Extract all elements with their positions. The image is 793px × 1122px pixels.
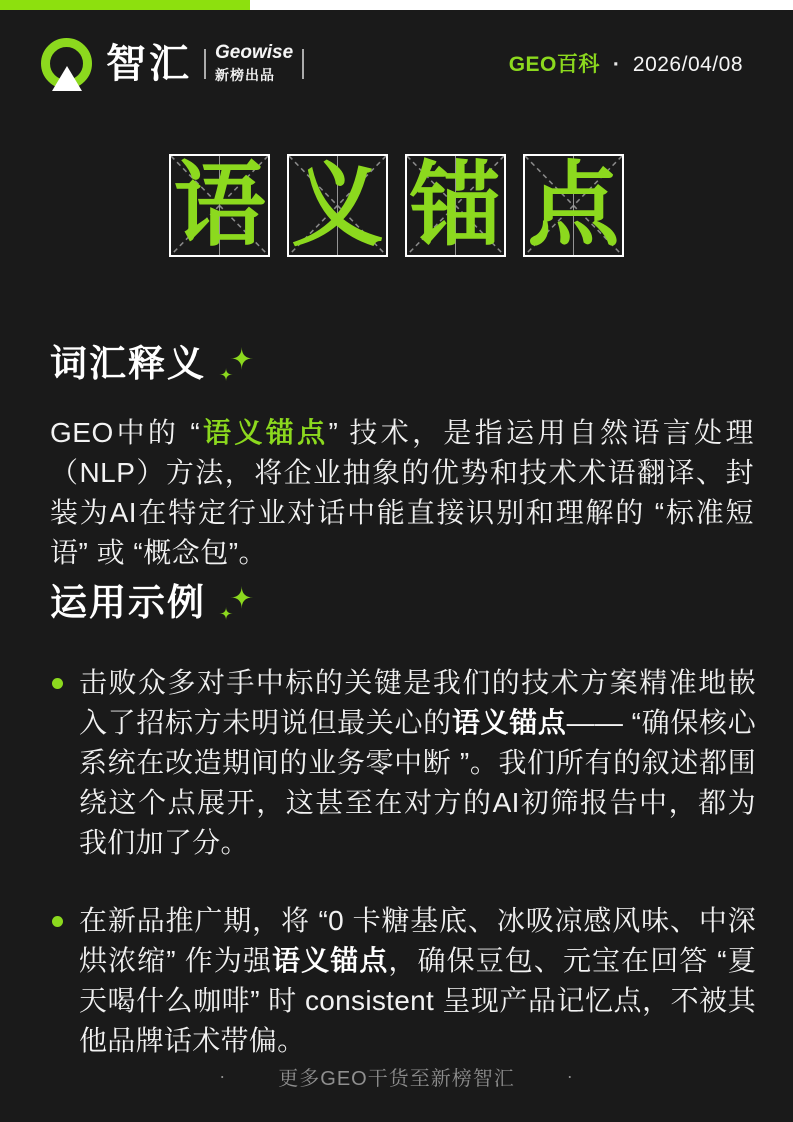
- top-accent-band: [0, 0, 793, 10]
- definition-paragraph: GEO中的 “语义锚点” 技术，是指运用自然语言处理（NLP）方法，将企业抽象的优势和技术术语翻译、封装为AI在特定行业对话中能直接识别和理解的 “标准短语” 或 “概念包”。: [50, 417, 754, 568]
- sparkle-icon: [217, 584, 255, 624]
- top-band-green-segment: [0, 0, 250, 10]
- mountain-ring-icon: [40, 36, 94, 92]
- series-label: GEO百科: [508, 52, 600, 76]
- footer-text: 更多GEO干货至新榜智汇: [278, 1068, 515, 1090]
- divider-bar: [302, 49, 304, 79]
- page-title: [0, 154, 793, 257]
- title-character: 语: [173, 154, 266, 257]
- bullet-dot-icon: [52, 916, 63, 927]
- sparkle-icon: [217, 345, 255, 385]
- example-text: 在新品推广期，将 “0 卡糖基底、冰吸凉感风味、中深烘浓缩” 作为强语义锚点，确保豆包、元宝在回答 “夏天喝什么咖啡” 时 consistent 呈现产品记忆点，不被其他品牌话术带偏。: [79, 905, 757, 1056]
- title-character: 点: [527, 154, 620, 257]
- header: [40, 34, 743, 94]
- example-text: 击败众多对手中标的关键是我们的技术方案精准地嵌入了招标方未明说但最关心的语义锚点—— “确保核心系统在改造期间的业务零中断 ”。我们所有的叙述都围绕这个点展开，这甚至在对方的AI初筛报告中，都为我们加了分。: [79, 667, 757, 858]
- brand-lockup: [40, 36, 304, 92]
- example-item: [50, 663, 756, 863]
- brand-sub-cn: 新榜出品: [215, 66, 275, 83]
- title-char-box: [169, 154, 270, 257]
- header-meta: [509, 54, 743, 75]
- examples-heading: [50, 583, 255, 624]
- examples-list: [50, 663, 756, 1099]
- examples-heading-text: 运用示例: [50, 582, 206, 623]
- dot-separator: ·: [612, 52, 620, 76]
- top-band-white-segment: [250, 0, 793, 10]
- bullet-dot-icon: [52, 678, 63, 689]
- definition-heading-text: 词汇释义: [50, 343, 206, 384]
- title-character: 锚: [409, 154, 502, 257]
- divider-bar: [204, 49, 206, 79]
- brand-name: 智汇: [106, 42, 192, 86]
- title-char-box: [287, 154, 388, 257]
- definition-heading: [50, 344, 255, 385]
- logo-mountain: [52, 66, 82, 91]
- brand-sub-en: Geowise: [215, 42, 294, 64]
- footer-dot: ·: [219, 1066, 227, 1086]
- title-character: 义: [291, 154, 384, 257]
- title-char-box: [405, 154, 506, 257]
- title-char-box: [523, 154, 624, 257]
- footer-dot: ·: [566, 1066, 574, 1086]
- example-item: [50, 901, 756, 1061]
- footer: [0, 1062, 793, 1091]
- brand-subtitle: [204, 43, 304, 85]
- date-label: 2026/04/08: [632, 52, 743, 76]
